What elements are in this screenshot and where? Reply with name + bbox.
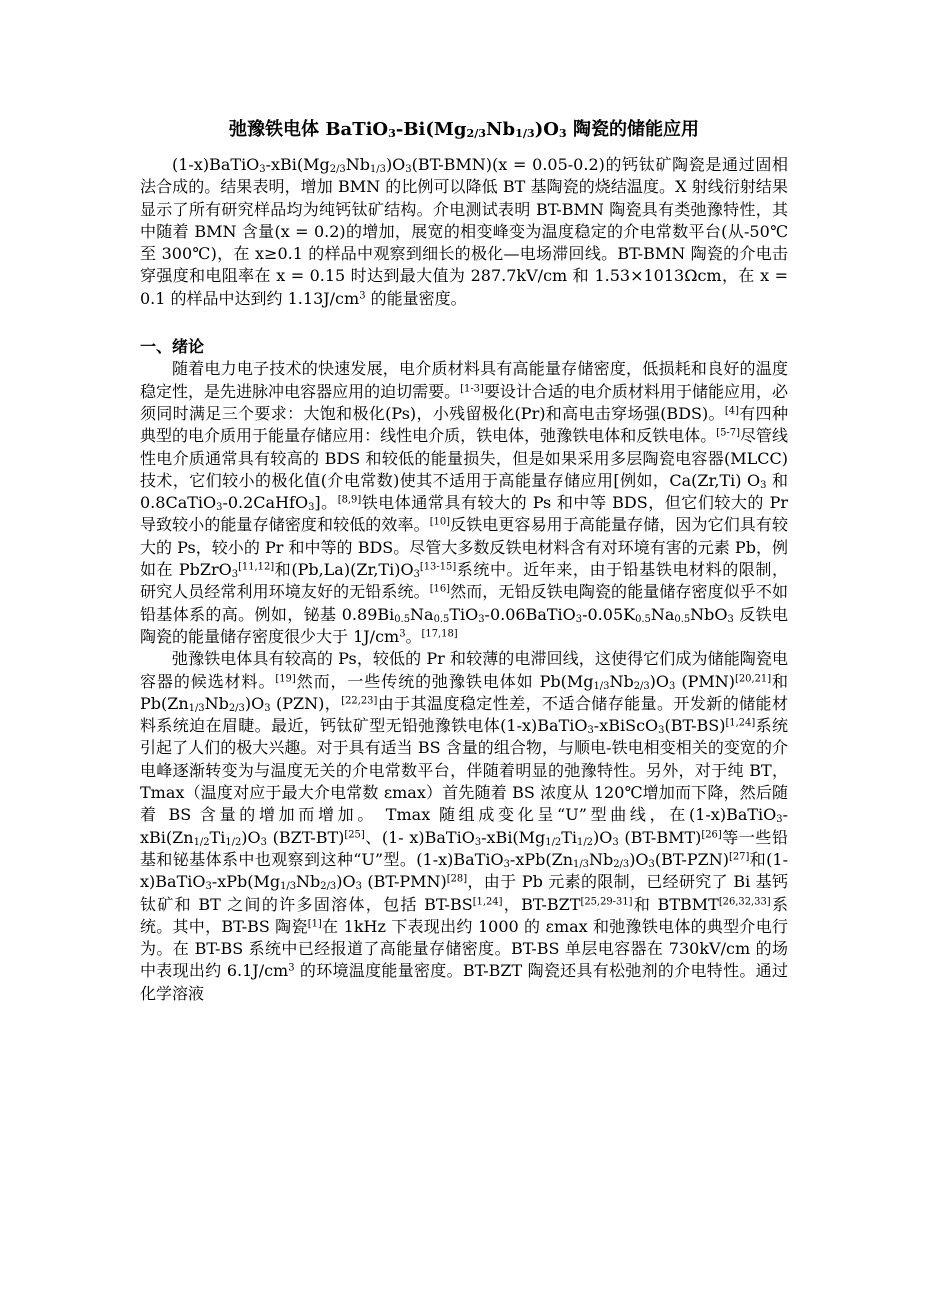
document-page [140, 118, 788, 1005]
citation: [4] [724, 405, 739, 417]
citation: [16] [429, 583, 451, 595]
introduction-paragraph-1: 随着电力电子技术的快速发展，电介质材料具有高能量存储密度，低损耗和良好的温度稳定性，是先进脉冲电容器应用的迫切需要。[1-3]要设计合适的电介质材料用于储能应用，必须同时满足三个要求：大饱和极化(Ps)，小残留极化(Pr)和高电击穿场强(BDS)。[4]有四种典型的电介质用于能量存储应用：线性电介质，铁电体，弛豫铁电体和反铁电体。[5-7]尽管线性电介质通常具有较高的 BDS 和较低的能量损失，但是如果采用多层陶瓷电容器(MLCC)技术，它们较小的极化值(介电常数)使其不适用于高能量存储应用[例如，Ca(Zr,Ti) $O_3$ 和 0.8CaTiO$_3$-0.2CaHfO$_3$]。[8,9]铁电体通常具有较大的 Ps 和中等 BDS，但它们较大的 Pr 导致较小的能量存储密度和较低的效率。[10]反铁电更容易用于高能量存储，因为它们具有较大的 Ps，较小的 Pr 和中等的 BDS。尽管大多数反铁电材料含有对环境有害的元素 Pb，例如在 PbZrO$_3$[11,12]和$(Pb,La)(Zr,Ti)O_3[13-15]$系统中。近年来，由于铅基铁电材料的限制，研究人员经常利用环境友好的无铅系统。[16]然而，无铅反铁电陶瓷的能量储存密度似乎不如铅基体系的高。例如，铋基 $0.89Bi_{0.5}Na_{0.5}TiO_3-0.06BaTiO_3-0.05K_{0.5}Na_{0.5}NbO_3$ 反铁电陶瓷的能量储存密度很少大于 $1J/cm^3$。[17,18] [140, 359, 788, 646]
citation: [17,18] [421, 628, 458, 640]
citation: [27] [729, 851, 750, 863]
citation: [19] [275, 673, 296, 685]
citation: [22,23] [341, 695, 378, 707]
citation: [10] [429, 517, 451, 528]
abstract-paragraph: $(1-x)BaTiO_3-xBi(Mg_{2/3}Nb_{1/3})O_3(BT-BMN)(x = 0.05-0.2)$的钙钛矿陶瓷是通过固相法合成的。结果表明，增加 BMN 的比例可以降低 BT 基陶瓷的烧结温度。X 射线衍射结果显示了所有研究样品均为纯钙钛矿结构。介电测试表明 BT-BMN 陶瓷具有类弛豫特性，其中随着 BMN 含量(x = 0.2)的增加，展宽的相变峰变为温度稳定的介电常数平台(从-50℃至 300℃)，在 x≥0.1 的样品中观察到细长的极化—电场滞回线。BT-BMN 陶瓷的介电击穿强度和电阻率在 x = 0.15 时达到最大值为 287.7kV/cm 和 1.53×1013Ωcm，在 x = 0.1 的样品中达到约 $1.13J/cm^3$ 的能量密度。 [140, 155, 788, 308]
citation: [5-7] [716, 427, 740, 439]
citation: [1] [307, 918, 322, 930]
citation: [28] [446, 873, 468, 885]
citation: [20,21] [734, 673, 772, 685]
citation: [1,24] [472, 896, 503, 908]
paper-title: 弛豫铁电体 $BaTiO_3-Bi(Mg_{2/3}Nb_{1/3})O_3$ 陶瓷的储能应用 [229, 119, 699, 141]
introduction-paragraph-2: 弛豫铁电体具有较高的 Ps，较低的 Pr 和较薄的电滞回线，这使得它们成为储能陶瓷电容器的候选材料。[19]然而，一些传统的弛豫铁电体如 $Pb(Mg_{1/3}Nb_{2/3})O_3$ (PMN)[20,21]和 $Pb(Zn_{1/3}Nb_{2/3})O_3$ (PZN)，[22,23]由于其温度稳定性差，不适合储存能量。开发新的储能材料系统迫在眉睫。最近，钙钛矿型无铅弛豫铁电体(1-x)BaTiO$_3$-xBiScO$_3$(BT-BS)[1,24]系统引起了人们的极大兴趣。对于具有适当 BS 含量的组合物，与顺电-铁电相变相关的变宽的介电峰逐渐转变为与温度无关的介电常数平台，伴随着明显的弛豫特性。另外，对于纯 BT，Tmax（温度对应于最大介电常数 εmax）首先随着 BS 浓度从 120℃增加而下降，然后随着 BS 含量的增加而增加。 Tmax 随组成变化呈“U”型曲线，在$(1-x)BaTiO_3-xBi(Zn_{1/2}Ti_{1/2})O_3$ (BZT-BT)[25]、(1- $x)BaTiO_3-xBi(Mg_{1/2}Ti_{1/2})O_3$ (BT-BMT)[26]等一些铅基和铋基体系中也观察到这种“U”型。$(1-x)BaTiO_3-xPb(Zn_{1/3}Nb_{2/3})O_3(BT-PZN)[27]$和$(1-x)BaTiO_3-xPb(Mg_{1/3}Nb_{2/3})O_3$ (BT-PMN)[28]，由于 Pb 元素的限制，已经研究了 Bi 基钙钛矿和 BT 之间的许多固溶体，包括 BT-BS[1,24]，BT-BZT[25,29-31]和 BTBMT[26,32,33]系统。其中，BT-BS 陶瓷[1]在 1kHz 下表现出约 1000 的 εmax 和弛豫铁电体的典型介电行为。在 BT-BS 系统中已经报道了高能量存储密度。BT-BS 单层电容器在 730kV/cm 的场中表现出约 $6.1J/cm^3$ 的环境温度能量密度。BT-BZT 陶瓷还具有松弛剂的介电特性。通过化学溶液 [140, 649, 788, 1003]
citation: [1,24] [725, 717, 756, 729]
citation: [25,29-31] [580, 896, 633, 908]
citation: [8,9] [337, 494, 362, 506]
citation: [26,32,33] [718, 896, 771, 908]
citation: [26] [701, 829, 722, 841]
citation: [25] [344, 829, 365, 841]
citation: [13-15] [419, 561, 457, 573]
citation: [11,12] [238, 561, 275, 573]
section-heading-introduction: 一、绪论 [140, 337, 205, 357]
citation: [1-3] [460, 383, 484, 395]
